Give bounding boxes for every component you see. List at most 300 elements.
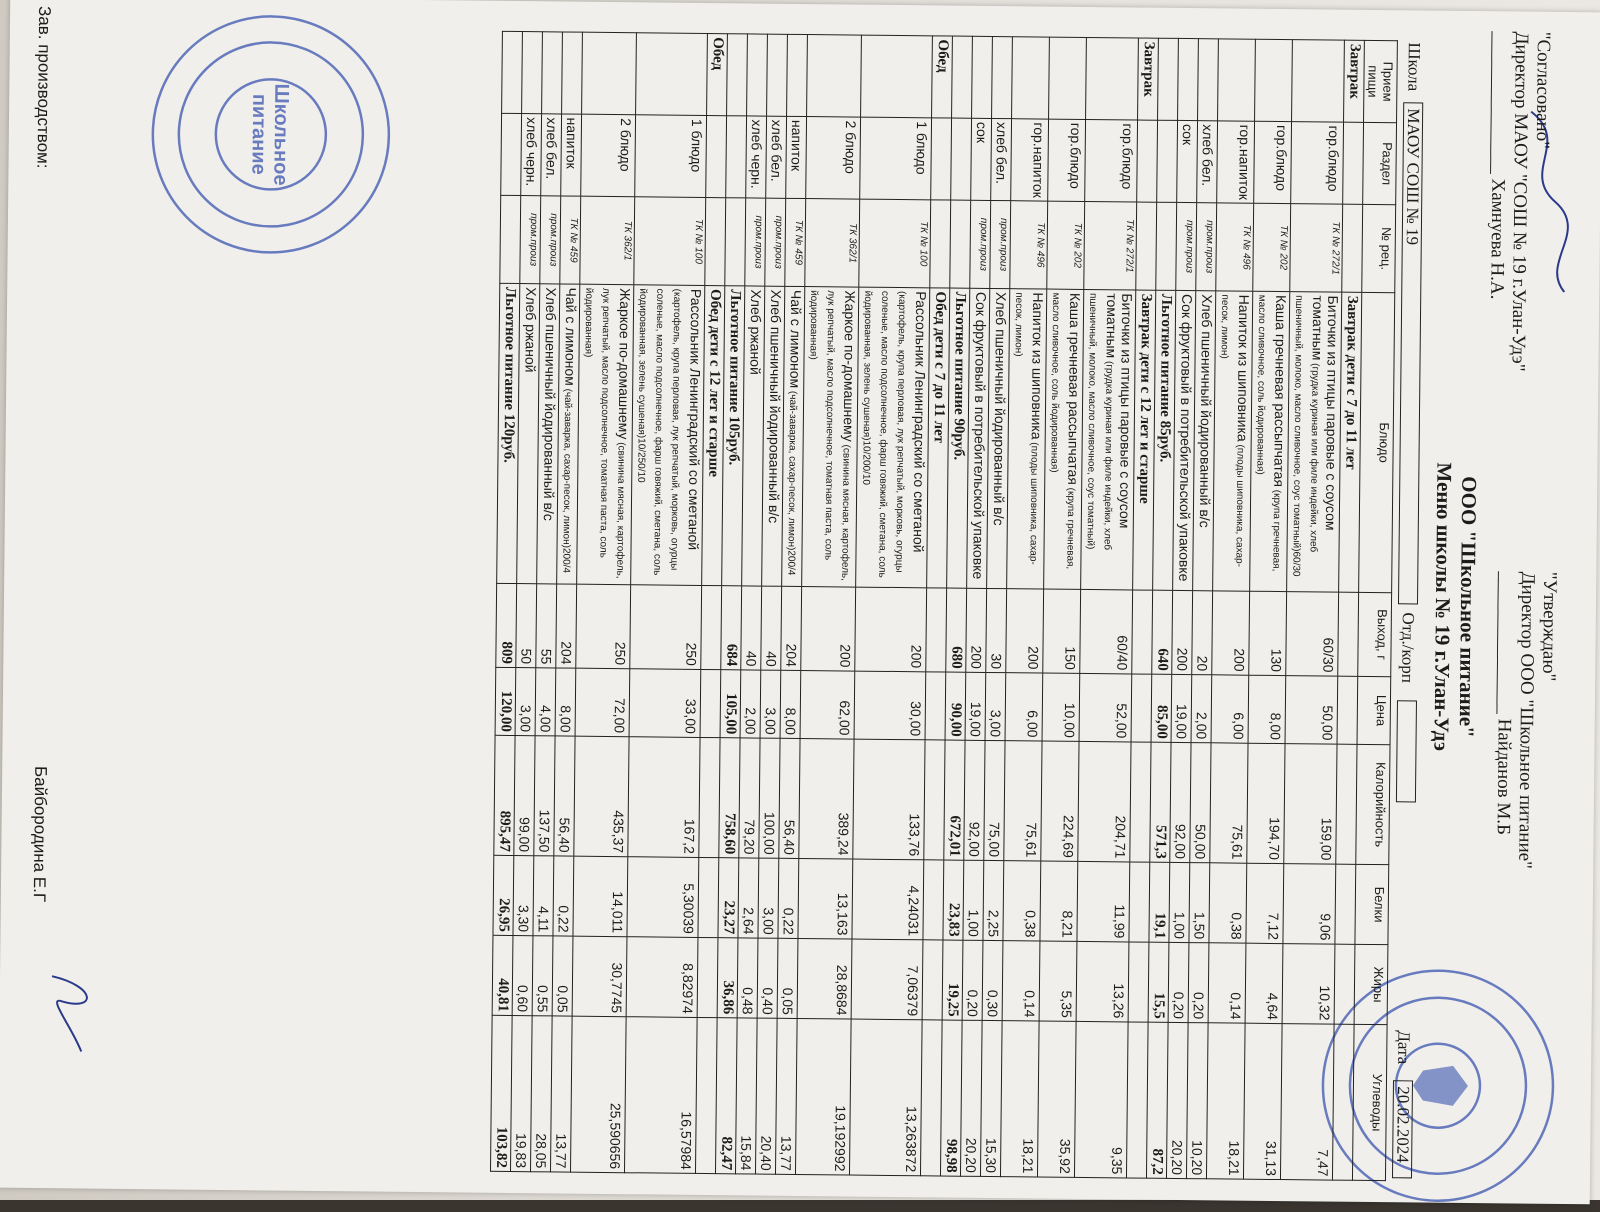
empty-cell <box>727 34 748 116</box>
dish-cell <box>1081 289 1136 590</box>
dish-fat: 0,05 <box>777 938 798 1018</box>
dish-name: Напиток из шиповника <box>1235 295 1253 442</box>
dish-cell <box>967 288 990 588</box>
empty-cell <box>697 937 718 1017</box>
dish-carb: 31,13 <box>1243 1023 1282 1179</box>
empty-cell <box>502 31 523 113</box>
dish-name: Биточки из птицы паровые с соусом томатным <box>1310 295 1342 530</box>
total-kcal: 672,01 <box>944 740 965 860</box>
dish-description: (плоды шиповника, сахар-песок, лимон) <box>1219 294 1246 567</box>
empty-cell <box>1126 1022 1148 1178</box>
dish-fat: 30,7745 <box>572 936 627 1017</box>
meal-cell <box>1012 37 1050 119</box>
dish-fat: 0,20 <box>962 940 983 1020</box>
dish-out: 200 <box>966 588 987 672</box>
empty-cell <box>695 1017 717 1173</box>
section-cell: напиток <box>786 116 807 198</box>
total-carb: 82,47 <box>715 1018 737 1174</box>
dish-kcal: 99,00 <box>514 736 535 856</box>
section-cell <box>1343 122 1364 204</box>
empty-cell <box>1129 862 1150 942</box>
section-cell: гор.напиток <box>1011 119 1049 201</box>
section-cell: хлеб бел. <box>991 118 1012 200</box>
empty-cell <box>501 113 522 195</box>
dish-price: 8,00 <box>555 668 576 736</box>
meal-cell <box>542 32 563 114</box>
dish-fat: 4,64 <box>1245 943 1283 1023</box>
total-out: 809 <box>496 583 517 667</box>
dish-fat: 13,26 <box>1076 941 1129 1022</box>
approved-line: Директор ООО "Школьное питание" <box>1513 571 1538 868</box>
empty-cell <box>952 36 973 118</box>
dish-carb: 18,21 <box>1206 1023 1245 1179</box>
dish-price: 3,00 <box>760 670 781 738</box>
dish-name: Каша гречневая рассыпчатая <box>1271 295 1289 487</box>
dish-carb: 13,77 <box>775 1018 797 1174</box>
meal-cell <box>861 35 933 118</box>
dish-fat: 0,48 <box>737 938 758 1018</box>
dish-name: Сок фруктовый в потребительской упаковке <box>1176 294 1195 582</box>
dish-fat: 0,14 <box>1208 943 1246 1023</box>
dish-row <box>624 33 707 1174</box>
dish-carb: 20,20 <box>1166 1022 1188 1178</box>
total-fat: 19,25 <box>942 940 963 1020</box>
dish-cell <box>1287 292 1342 593</box>
dish-description: (крупа гречневая, масло сливочное, соль йодированная) <box>1048 293 1076 570</box>
dish-description: (свинина мясная, картофель, лук репчатый, масло подсолнечное, томатная паста, соль йодированная) <box>808 290 852 581</box>
dish-kcal: 167,2 <box>628 737 700 858</box>
dish-name: Хлеб ржаной <box>747 289 764 374</box>
dish-fat: 0,20 <box>1188 943 1209 1023</box>
dish-prot: 11,99 <box>1077 861 1130 942</box>
empty-cell <box>1131 674 1152 742</box>
meal-cell <box>767 34 788 116</box>
column-header: Углеводы <box>1352 1024 1387 1180</box>
section-cell: гор.блюдо <box>1291 122 1344 205</box>
dish-price: 10,00 <box>1042 673 1080 741</box>
section-title: Обед дети с 12 лет и старше <box>702 285 725 585</box>
total-carb: 103,82 <box>491 1015 513 1171</box>
dish-cell <box>856 287 930 588</box>
total-kcal: 895,47 <box>494 735 515 855</box>
dish-kcal: 159,00 <box>1284 744 1337 865</box>
empty-cell <box>700 669 721 737</box>
recipe-cell <box>1136 202 1157 290</box>
meal-cell: Обед <box>932 36 953 118</box>
approved-block <box>1491 571 1560 869</box>
dish-description: (чай-заварка, сахар-песок, лимон)200/4 <box>560 386 573 573</box>
dish-kcal: 56,40 <box>779 738 800 858</box>
meal-cell <box>562 32 583 114</box>
dish-kcal: 137,50 <box>534 736 555 856</box>
menu-table <box>490 31 1398 1181</box>
total-carb: 87,2 <box>1146 1022 1168 1178</box>
dish-carb: 28,05 <box>530 1016 552 1172</box>
total-out: 684 <box>721 586 742 670</box>
section-cell: сок <box>1177 120 1198 202</box>
total-kcal: 571,3 <box>1150 742 1171 862</box>
total-carb: 98,98 <box>940 1020 962 1176</box>
dish-price: 6,00 <box>1005 673 1043 741</box>
total-fat: 15,5 <box>1148 942 1169 1022</box>
dish-prot: 4,24031 <box>852 859 924 940</box>
dish-prot: 3,00 <box>758 858 779 938</box>
dish-cell <box>631 285 705 586</box>
empty-cell <box>1157 120 1178 202</box>
empty-cell <box>1335 864 1356 944</box>
dish-name: Хлеб пшеничный йодированный в/с <box>991 292 1009 526</box>
dish-cell <box>987 288 1010 588</box>
section-cell: гор.блюдо <box>1048 119 1086 201</box>
empty-cell <box>1332 1024 1354 1180</box>
dish-cell <box>1007 289 1047 589</box>
recipe-number: пром.произ <box>1196 203 1217 291</box>
recipe-number: ТК № 202 <box>1253 203 1291 291</box>
dish-price: 2,00 <box>740 670 761 738</box>
school-label: Школа <box>1403 42 1424 91</box>
meal-cell <box>522 32 543 114</box>
recipe-number: пром.произ <box>990 200 1011 288</box>
recipe-number: ТК № 100 <box>634 197 706 286</box>
recipe-number: ТК № 496 <box>1010 201 1048 289</box>
agreed-line: _______________ Хамнуева Н.А. <box>1484 31 1510 371</box>
column-header: Белки <box>1355 864 1389 944</box>
date-label: Дата <box>1393 1030 1413 1064</box>
section-cell: напиток <box>561 114 582 196</box>
dish-out: 200 <box>801 587 856 672</box>
dish-price: 62,00 <box>800 671 855 740</box>
dish-kcal: 204,71 <box>1078 741 1131 862</box>
dish-out: 150 <box>1043 589 1081 673</box>
dish-out: 200 <box>1212 591 1250 675</box>
dish-price: 50,00 <box>1285 676 1338 745</box>
section-cell: 1 блюдо <box>860 117 932 200</box>
meal-cell <box>787 34 808 116</box>
dish-name: Рассольник Ленинградский со сметаной <box>686 289 705 550</box>
meal-cell <box>1255 39 1293 121</box>
dish-description: (чай-заварка, сахар-песок, лимон)200/4 <box>785 388 798 575</box>
dish-prot: 2,25 <box>983 860 1004 940</box>
dish-carb: 18,21 <box>1000 1021 1039 1177</box>
total-label: Льготное питание 90руб. <box>947 288 970 588</box>
dish-price: 3,00 <box>985 672 1006 740</box>
dish-cell <box>1213 291 1253 591</box>
dish-cell <box>1173 290 1196 590</box>
meal-cell: Обед <box>707 33 728 115</box>
dish-description: (свинина мясная, картофель, лук репчатый, масло подсолнечное, томатная паста, соль йодированная) <box>583 288 627 579</box>
dish-carb: 13,77 <box>550 1016 572 1172</box>
dish-prot: 0,22 <box>778 858 799 938</box>
dish-prot: 0,38 <box>1003 861 1041 941</box>
dish-fat: 10,32 <box>1282 944 1335 1025</box>
dish-fat: 0,30 <box>982 940 1003 1020</box>
section-cell: 2 блюдо <box>806 117 861 200</box>
total-fat: 40,81 <box>492 935 513 1015</box>
empty-cell <box>726 116 747 198</box>
dish-prot: 5,30039 <box>627 857 699 938</box>
meal-cell <box>1049 37 1087 119</box>
empty-cell <box>1336 744 1357 864</box>
meal-cell <box>807 35 862 118</box>
dish-kcal: 133,76 <box>853 739 925 860</box>
dish-carb: 20,40 <box>755 1018 777 1174</box>
dish-out: 50 <box>516 584 537 668</box>
dish-prot: 2,64 <box>738 858 759 938</box>
org-title: ООО "Школьное питание" <box>1450 11 1486 1203</box>
dish-prot: 0,22 <box>553 856 574 936</box>
dish-kcal: 194,70 <box>1247 743 1285 863</box>
dish-carb: 25,590656 <box>570 1016 626 1173</box>
empty-cell <box>1156 202 1177 290</box>
empty-cell <box>1158 38 1179 120</box>
dish-kcal: 435,37 <box>574 736 629 857</box>
recipe-number: ТК 362/1 <box>805 199 860 288</box>
approved-line: "Утверждаю" <box>1535 572 1560 869</box>
dish-price: 52,00 <box>1079 673 1132 742</box>
total-fat: 36,86 <box>717 938 738 1018</box>
dish-carb: 16,57984 <box>624 1017 697 1174</box>
dish-carb: 9,35 <box>1074 1021 1128 1178</box>
section-cell: гор.блюдо <box>1254 121 1292 203</box>
dish-price: 6,00 <box>1211 675 1249 743</box>
dish-name: Хлеб пшеничный йодированный в/с <box>766 290 784 524</box>
total-out: 640 <box>1152 590 1173 674</box>
dish-fat: 0,20 <box>1168 942 1189 1022</box>
empty-cell <box>1337 676 1358 744</box>
recipe-number: пром.произ <box>765 198 786 286</box>
dish-kcal: 50,00 <box>1190 743 1211 863</box>
dish-fat: 5,35 <box>1039 941 1077 1021</box>
agreed-line: Директор МАОУ "СОШ № 19 г.Улан-Удэ" <box>1506 31 1532 371</box>
empty-cell <box>926 588 947 672</box>
empty-cell <box>922 940 943 1020</box>
recipe-cell <box>930 200 951 288</box>
empty-cell <box>951 118 972 200</box>
section-cell: гор.блюдо <box>1085 119 1138 202</box>
dish-fat: 0,60 <box>512 936 533 1016</box>
dish-prot: 13,163 <box>798 859 853 940</box>
section-cell <box>706 115 727 197</box>
section-cell: хлеб черн. <box>746 116 767 198</box>
menu-title: Меню школы № 19 г.Улан-Удэ <box>1425 11 1461 1203</box>
agreed-block <box>1484 31 1554 372</box>
dish-name: Чай с лимоном <box>562 288 579 386</box>
section-title: Обед дети с 7 до 11 лет <box>927 288 950 588</box>
dish-name: Каша гречневая рассыпчатая <box>1065 293 1083 485</box>
dish-cell <box>782 286 805 586</box>
section-cell: хлеб черн. <box>521 114 542 196</box>
recipe-number: пром.произ <box>540 196 561 284</box>
total-prot: 23,27 <box>718 858 739 938</box>
dish-price: 33,00 <box>629 669 701 738</box>
column-header: Блюдо <box>1359 292 1395 592</box>
dish-cell <box>762 286 785 586</box>
svg-text:Школьное: Школьное <box>269 83 292 185</box>
dish-cell <box>1044 289 1084 589</box>
dish-prot: 8,21 <box>1040 861 1078 941</box>
recipe-number: ТК № 272/1 <box>1290 204 1343 293</box>
dish-out: 55 <box>536 584 557 668</box>
dish-out: 40 <box>761 586 782 670</box>
dish-out: 250 <box>630 585 702 670</box>
meal-cell: Завтрак <box>1344 40 1365 122</box>
column-header: Цена <box>1357 676 1391 744</box>
meal-cell: Завтрак <box>1138 38 1159 120</box>
total-prot: 19,1 <box>1149 862 1170 942</box>
dish-prot: 14,011 <box>573 856 628 937</box>
dish-kcal: 224,69 <box>1041 741 1079 861</box>
menu-table-body <box>491 31 1365 1180</box>
dish-price: 8,00 <box>1248 675 1286 743</box>
recipe-number: пром.произ <box>970 200 991 288</box>
dish-description: (картофель, крупа перловая, лук репчатый, морковь, огурцы соленые, масло подсолнечное, фарш говяжий, сметана, соль йодированная, зелень сушеная)10/200/10 <box>860 291 907 578</box>
meal-cell <box>747 34 768 116</box>
dish-prot: 1,50 <box>1189 863 1210 943</box>
dish-fat: 0,05 <box>552 936 573 1016</box>
empty-cell <box>1132 590 1153 674</box>
section-title: Завтрак дети с 12 лет и старше <box>1133 290 1156 590</box>
empty-cell <box>701 585 722 669</box>
dish-cell <box>517 284 540 584</box>
total-price: 105,00 <box>720 670 741 738</box>
dish-price: 30,00 <box>854 671 926 740</box>
section-cell: 2 блюдо <box>581 114 636 197</box>
empty-cell <box>950 200 971 288</box>
total-label: Льготное питание 105руб. <box>722 286 745 586</box>
meal-cell <box>636 33 708 116</box>
approved-line: _______________ Найданов М.Б <box>1491 571 1516 868</box>
dish-out: 200 <box>855 587 927 672</box>
column-header: № рец. <box>1362 204 1396 292</box>
dish-carb: 19,83 <box>510 1016 532 1172</box>
dept-box <box>1396 700 1417 802</box>
section-cell: сок <box>971 118 992 200</box>
dish-name: Хлеб пшеничный йодированный в/с <box>1197 294 1215 528</box>
empty-cell <box>1334 944 1355 1024</box>
dish-prot: 3,30 <box>513 856 534 936</box>
dish-kcal: 92,00 <box>964 740 985 860</box>
meal-cell <box>1218 39 1256 121</box>
dish-name: Чай с лимоном <box>787 290 804 388</box>
total-out: 680 <box>946 588 967 672</box>
empty-cell <box>1338 592 1359 676</box>
empty-cell <box>924 740 945 860</box>
dish-carb: 13,263872 <box>849 1019 922 1176</box>
dish-cell <box>1193 291 1216 591</box>
total-label: Льготное питание 85руб. <box>1153 290 1176 590</box>
empty-cell <box>500 195 521 283</box>
dish-kcal: 75,00 <box>984 740 1005 860</box>
dish-description: (крупа гречневая, масло сливочное, соль йодированная) <box>1254 295 1282 572</box>
dish-prot: 9,06 <box>1283 864 1336 945</box>
empty-cell <box>699 737 720 857</box>
empty-cell <box>1128 942 1149 1022</box>
dish-price: 2,00 <box>1191 675 1212 743</box>
dish-fat: 8,82974 <box>626 937 698 1018</box>
dept-label: Отд./корп <box>1397 612 1418 683</box>
total-kcal: 758,60 <box>719 738 740 858</box>
dish-carb: 7,47 <box>1280 1024 1334 1181</box>
dish-fat: 7,06379 <box>851 939 923 1020</box>
empty-cell <box>923 860 944 940</box>
dish-fat: 0,55 <box>532 936 553 1016</box>
dish-name: Рассольник Ленинградский со сметаной <box>911 291 930 552</box>
recipe-cell <box>705 197 726 285</box>
agreed-line: "Согласовано" <box>1528 32 1554 372</box>
org-seal <box>139 3 402 266</box>
recipe-number: ТК № 496 <box>1216 203 1254 291</box>
section-cell <box>1137 120 1158 202</box>
section-cell: хлеб бел. <box>541 114 562 196</box>
dish-name: Биточки из птицы паровые с соусом томатным <box>1104 293 1136 528</box>
dish-carb: 20,20 <box>960 1020 982 1176</box>
recipe-cell <box>1342 204 1363 292</box>
dish-prot: 0,38 <box>1209 863 1247 943</box>
dish-out: 200 <box>1172 590 1193 674</box>
dish-out: 30 <box>986 588 1007 672</box>
dish-carb: 15,84 <box>735 1018 757 1174</box>
dish-carb: 10,20 <box>1186 1023 1208 1179</box>
dish-out: 204 <box>781 586 802 670</box>
dish-kcal: 75,61 <box>1004 741 1042 861</box>
meal-cell <box>582 32 637 115</box>
dish-out: 130 <box>1249 591 1287 675</box>
recipe-number: ТК № 100 <box>859 199 931 288</box>
dish-cell <box>557 284 580 584</box>
total-price: 85,00 <box>1151 674 1172 742</box>
dish-prot: 1,00 <box>963 860 984 940</box>
dish-kcal: 389,24 <box>799 739 854 860</box>
dish-cell <box>577 284 634 585</box>
empty-cell <box>1130 742 1151 862</box>
total-price: 90,00 <box>945 672 966 740</box>
recipe-number: пром.произ <box>1176 202 1197 290</box>
recipe-number: ТК № 272/1 <box>1084 201 1137 290</box>
school-value: МАОУ СОШ № 19 <box>1402 108 1423 245</box>
dish-out: 200 <box>1006 589 1044 673</box>
dish-kcal: 92,00 <box>1170 742 1191 862</box>
dish-prot: 1,00 <box>1169 862 1190 942</box>
section-cell: хлеб бел. <box>1197 121 1218 203</box>
section-cell: 1 блюдо <box>635 115 707 198</box>
column-header: Жиры <box>1354 944 1388 1024</box>
dish-kcal: 75,61 <box>1210 743 1248 863</box>
dish-kcal: 100,00 <box>759 738 780 858</box>
section-cell <box>931 118 952 200</box>
recipe-number: ТК № 459 <box>785 198 806 286</box>
dish-out: 60/30 <box>1286 592 1339 677</box>
meal-cell <box>1086 37 1139 120</box>
recipe-number: пром.произ <box>520 196 541 284</box>
section-title: Завтрак дети с 7 до 11 лет <box>1339 292 1362 592</box>
column-header: Калорийность <box>1356 744 1390 864</box>
dish-name: Хлеб ржаной <box>522 287 539 372</box>
dish-description: (плоды шиповника, сахар-песок, лимон) <box>1013 292 1040 565</box>
dish-prot: 4,11 <box>533 856 554 936</box>
production-signature <box>41 956 102 1077</box>
dish-out: 204 <box>556 584 577 668</box>
section-cell: гор.напиток <box>1217 121 1255 203</box>
footer-production-name: Байбородина Е.Г <box>29 766 50 902</box>
dish-out: 250 <box>576 584 631 669</box>
dish-price: 19,00 <box>965 672 986 740</box>
meal-cell <box>972 36 993 118</box>
meal-cell <box>1292 40 1345 123</box>
dish-row <box>849 35 932 1176</box>
column-header: Прием пищи <box>1364 40 1398 122</box>
dish-name: Напиток из шиповника <box>1029 292 1047 439</box>
dish-name: Сок фруктовый в потребительской упаковке <box>970 292 989 580</box>
